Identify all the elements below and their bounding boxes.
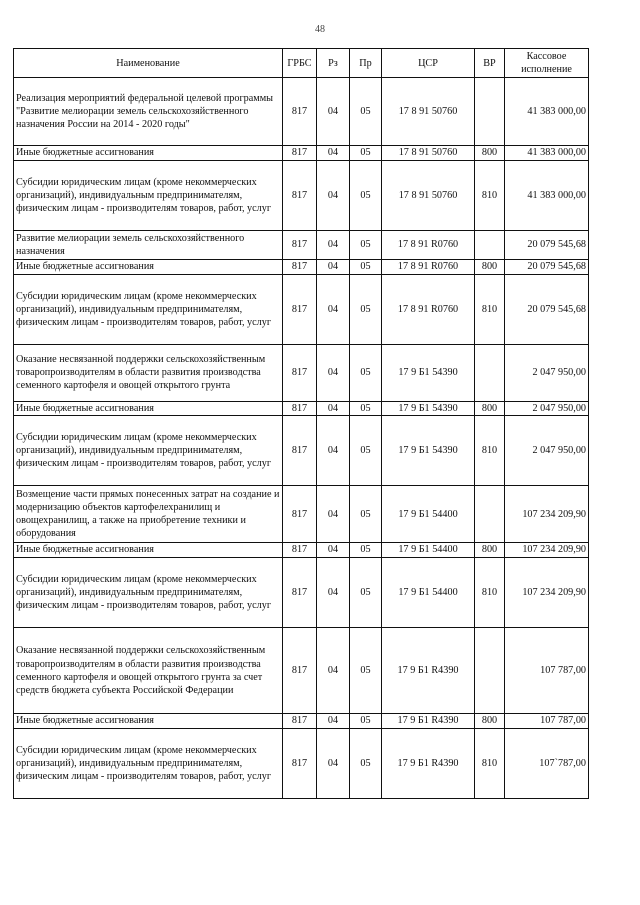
cell-vr: 800: [475, 401, 505, 416]
cell-name: Иные бюджетные ассигнования: [14, 146, 283, 161]
cell-amount: 20 079 545,68: [505, 274, 589, 344]
cell-rz: 04: [317, 230, 350, 259]
cell-grbs: 817: [283, 160, 317, 230]
header-vr: ВР: [475, 49, 505, 78]
cell-rz: 04: [317, 146, 350, 161]
header-pr: Пр: [350, 49, 382, 78]
cell-rz: 04: [317, 274, 350, 344]
cell-csr: 17 8 91 50760: [382, 160, 475, 230]
cell-vr: [475, 486, 505, 543]
table-header-row: [14, 49, 589, 78]
table-row: [14, 714, 589, 729]
cell-vr: 810: [475, 274, 505, 344]
cell-amount: 41 383 000,00: [505, 78, 589, 146]
cell-rz: 04: [317, 486, 350, 543]
cell-name: Иные бюджетные ассигнования: [14, 401, 283, 416]
table-row: [14, 259, 589, 274]
cell-grbs: 817: [283, 416, 317, 486]
cell-amount: 107 234 209,90: [505, 558, 589, 628]
cell-amount: 107 234 209,90: [505, 543, 589, 558]
cell-rz: 04: [317, 628, 350, 714]
cell-pr: 05: [350, 543, 382, 558]
cell-vr: 810: [475, 160, 505, 230]
table-row: [14, 486, 589, 543]
table-row: [14, 160, 589, 230]
cell-rz: 04: [317, 259, 350, 274]
cell-name: Оказание несвязанной поддержки сельскохозяйственным товаропроизводителям в области развития производства семенного картофеля и овощей открытого грунта: [14, 344, 283, 401]
cell-vr: 800: [475, 146, 505, 161]
header-name: Наименование: [14, 49, 283, 78]
cell-csr: 17 8 91 R0760: [382, 259, 475, 274]
cell-grbs: 817: [283, 728, 317, 798]
cell-csr: 17 9 Б1 54390: [382, 344, 475, 401]
cell-grbs: 817: [283, 230, 317, 259]
cell-pr: 05: [350, 146, 382, 161]
cell-pr: 05: [350, 259, 382, 274]
cell-pr: 05: [350, 160, 382, 230]
cell-grbs: 817: [283, 401, 317, 416]
header-rz: Рз: [317, 49, 350, 78]
cell-amount: 20 079 545,68: [505, 259, 589, 274]
cell-rz: 04: [317, 728, 350, 798]
cell-csr: 17 8 91 50760: [382, 146, 475, 161]
cell-rz: 04: [317, 78, 350, 146]
cell-name: Возмещение части прямых понесенных затрат на создание и модернизацию объектов картофелехранилищ и овощехранилищ, а также на приобретение техники и оборудования: [14, 486, 283, 543]
cell-rz: 04: [317, 714, 350, 729]
table-row: [14, 558, 589, 628]
cell-pr: 05: [350, 344, 382, 401]
table-row: [14, 230, 589, 259]
cell-amount: 20 079 545,68: [505, 230, 589, 259]
cell-pr: 05: [350, 728, 382, 798]
cell-pr: 05: [350, 401, 382, 416]
table-row: [14, 543, 589, 558]
cell-pr: 05: [350, 230, 382, 259]
cell-rz: 04: [317, 344, 350, 401]
cell-vr: [475, 230, 505, 259]
cell-grbs: 817: [283, 146, 317, 161]
table-row: [14, 146, 589, 161]
cell-grbs: 817: [283, 486, 317, 543]
header-amount: Кассовое исполнение: [505, 49, 589, 78]
cell-name: Реализация мероприятий федеральной целевой программы "Развитие мелиорации земель сельскохозяйственного назначения России на 2014 - 2020 годы": [14, 78, 283, 146]
table-row: [14, 274, 589, 344]
cell-pr: 05: [350, 558, 382, 628]
cell-rz: 04: [317, 543, 350, 558]
cell-amount: 41 383 000,00: [505, 146, 589, 161]
cell-rz: 04: [317, 401, 350, 416]
table-row: [14, 416, 589, 486]
cell-amount: 107 787,00: [505, 714, 589, 729]
cell-name: Субсидии юридическим лицам (кроме некоммерческих организаций), индивидуальным предпринимателям, физическим лицам - производителям товаров, работ, услуг: [14, 728, 283, 798]
cell-pr: 05: [350, 714, 382, 729]
cell-name: Иные бюджетные ассигнования: [14, 543, 283, 558]
cell-grbs: 817: [283, 558, 317, 628]
table-row: [14, 344, 589, 401]
cell-amount: 107 787,00: [505, 628, 589, 714]
cell-pr: 05: [350, 416, 382, 486]
cell-amount: 2 047 950,00: [505, 416, 589, 486]
cell-grbs: 817: [283, 344, 317, 401]
table-row: [14, 728, 589, 798]
cell-vr: 800: [475, 714, 505, 729]
cell-grbs: 817: [283, 714, 317, 729]
cell-vr: 800: [475, 543, 505, 558]
table-row: [14, 628, 589, 714]
cell-amount: 41 383 000,00: [505, 160, 589, 230]
cell-csr: 17 9 Б1 R4390: [382, 714, 475, 729]
cell-csr: 17 8 91 50760: [382, 78, 475, 146]
header-grbs: ГРБС: [283, 49, 317, 78]
cell-grbs: 817: [283, 259, 317, 274]
table-row: [14, 78, 589, 146]
cell-name: Иные бюджетные ассигнования: [14, 714, 283, 729]
cell-name: Субсидии юридическим лицам (кроме некоммерческих организаций), индивидуальным предпринимателям, физическим лицам - производителям товаров, работ, услуг: [14, 558, 283, 628]
cell-rz: 04: [317, 558, 350, 628]
cell-name: Оказание несвязанной поддержки сельскохозяйственным товаропроизводителям в области развития производства семенного картофеля и овощей открытого грунта за счет средств бюджета субъекта Российской Федерации: [14, 628, 283, 714]
header-csr: ЦСР: [382, 49, 475, 78]
budget-execution-table: [13, 48, 589, 799]
cell-name: Субсидии юридическим лицам (кроме некоммерческих организаций), индивидуальным предпринимателям, физическим лицам - производителям товаров, работ, услуг: [14, 274, 283, 344]
cell-csr: 17 9 Б1 54390: [382, 416, 475, 486]
cell-name: Субсидии юридическим лицам (кроме некоммерческих организаций), индивидуальным предпринимателям, физическим лицам - производителям товаров, работ, услуг: [14, 416, 283, 486]
cell-csr: 17 8 91 R0760: [382, 274, 475, 344]
cell-amount: 2 047 950,00: [505, 344, 589, 401]
cell-pr: 05: [350, 486, 382, 543]
page-number: 48: [315, 24, 325, 35]
cell-amount: 107 234 209,90: [505, 486, 589, 543]
cell-grbs: 817: [283, 274, 317, 344]
cell-csr: 17 9 Б1 54400: [382, 543, 475, 558]
cell-csr: 17 9 Б1 R4390: [382, 628, 475, 714]
cell-rz: 04: [317, 160, 350, 230]
cell-vr: [475, 344, 505, 401]
cell-csr: 17 9 Б1 54390: [382, 401, 475, 416]
cell-csr: 17 9 Б1 54400: [382, 558, 475, 628]
cell-csr: 17 9 Б1 R4390: [382, 728, 475, 798]
table-row: [14, 401, 589, 416]
cell-name: Субсидии юридическим лицам (кроме некоммерческих организаций), индивидуальным предпринимателям, физическим лицам - производителям товаров, работ, услуг: [14, 160, 283, 230]
cell-name: Иные бюджетные ассигнования: [14, 259, 283, 274]
cell-csr: 17 9 Б1 54400: [382, 486, 475, 543]
cell-vr: 800: [475, 259, 505, 274]
cell-amount: 2 047 950,00: [505, 401, 589, 416]
cell-amount: 107`787,00: [505, 728, 589, 798]
cell-vr: 810: [475, 728, 505, 798]
cell-vr: 810: [475, 416, 505, 486]
cell-csr: 17 8 91 R0760: [382, 230, 475, 259]
cell-vr: [475, 628, 505, 714]
cell-pr: 05: [350, 78, 382, 146]
cell-rz: 04: [317, 416, 350, 486]
cell-grbs: 817: [283, 543, 317, 558]
cell-grbs: 817: [283, 628, 317, 714]
cell-pr: 05: [350, 628, 382, 714]
cell-grbs: 817: [283, 78, 317, 146]
cell-vr: 810: [475, 558, 505, 628]
cell-pr: 05: [350, 274, 382, 344]
cell-vr: [475, 78, 505, 146]
cell-name: Развитие мелиорации земель сельскохозяйственного назначения: [14, 230, 283, 259]
